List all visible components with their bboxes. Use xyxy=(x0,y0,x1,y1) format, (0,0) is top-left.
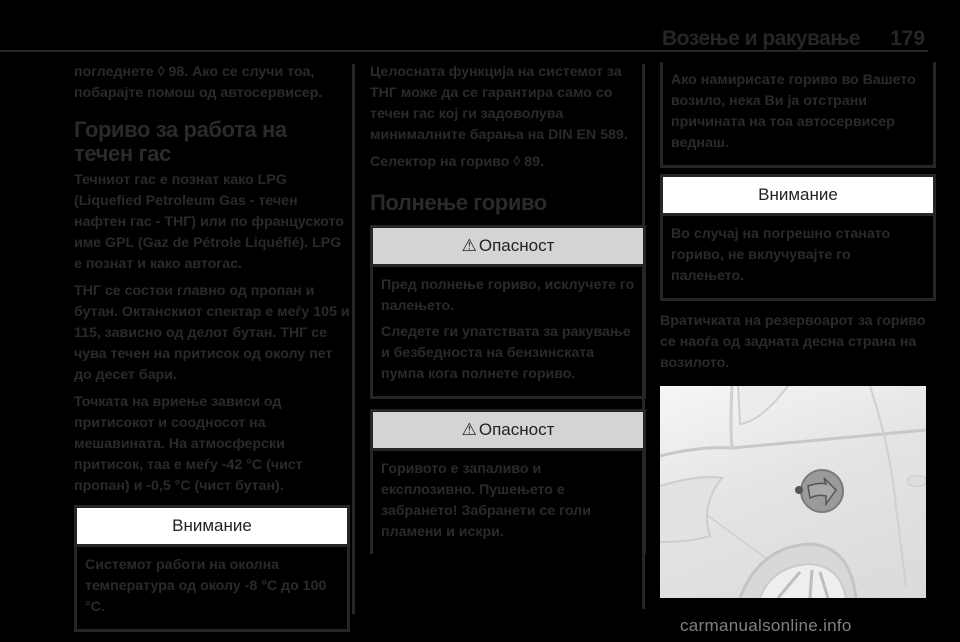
column-divider xyxy=(352,64,355,614)
notice-box-title: Внимание xyxy=(77,508,347,547)
header-rule xyxy=(0,50,928,52)
notice-box xyxy=(660,174,936,301)
danger-box xyxy=(370,409,646,554)
fuel-flap-location-paragraph: Вратичката на резервоарот за гориво се наоѓа од задната десна страна на возилото. xyxy=(660,313,926,371)
warning-triangle-icon: ⚠ xyxy=(461,236,477,255)
warning-triangle-icon: ⚠ xyxy=(461,420,477,439)
notice-box-title: Внимание xyxy=(663,177,933,216)
paragraph: Течниот гас е познат како LPG (Liquefied Petroleum Gas - течен нафтен гас - ТНГ) или по француското име GPL (Gaz de Pétrole Liquéfié). LPG е познат и како автогас. xyxy=(74,172,344,272)
watermark: carmanualsonline.info xyxy=(680,616,852,635)
column-3 xyxy=(660,62,936,598)
danger-box-title: Опасност xyxy=(478,420,555,439)
paragraph: ТНГ се состои главно од пропан и бутан. Октанскиот спектар е меѓу 105 и 115, зависно од делот бутан. ТНГ се чува течен на притисок од околу пет до десет бари. xyxy=(74,283,350,383)
continued-danger-box xyxy=(660,62,936,168)
running-header-title: Возење и ракување xyxy=(662,27,861,50)
paragraph: Точката на вриење зависи од притисокот и соодносот на мешавината. На атмосферски притисок, таа е меѓу -42 °C (чист пропан) и -0,5 °C (чист бутан). xyxy=(74,394,303,494)
danger-text: Горивото е запаливо и експлозивно. Пушењето е забрането! Забранети се голи пламени и искри. xyxy=(381,461,591,540)
danger-box-header xyxy=(373,412,643,451)
danger-box-title: Опасност xyxy=(478,236,555,255)
notice-box xyxy=(74,505,350,632)
page-number: 179 xyxy=(890,27,926,50)
continued-box-text: Ако намирисате гориво во Вашето возило, нека Ви ја отстрани причината на тоа автосервисер веднаш. xyxy=(671,72,916,151)
car-rear-side-drawing xyxy=(660,386,926,598)
section-heading-lpg-fuel: Гориво за работа на течен гас xyxy=(74,117,287,166)
paragraph: Целосната функција на системот за ТНГ може да се гарантира само со течен гас кој ги задоволува минималните барања на DIN EN 589. xyxy=(370,64,628,143)
danger-text: Следете ги упатствата за ракување и безбедноста на бензинската пумпа кога полнете гориво. xyxy=(381,324,631,382)
notice-box-text: Системот работи на околна температура од околу -8 °C до 100 °C. xyxy=(85,557,327,615)
danger-text: Пред полнење гориво, исклучете го палењето. xyxy=(381,277,635,314)
column-2 xyxy=(370,62,646,554)
intro-paragraph: погледнете ◊ 98. Ако се случи тоа, побарајте помош од автосервисер. xyxy=(74,64,323,101)
fuel-filler-flap-illustration xyxy=(660,386,926,598)
danger-box-header xyxy=(373,228,643,267)
section-heading-refuelling: Полнење гориво xyxy=(370,190,547,215)
paragraph: Селектор на гориво ◊ 89. xyxy=(370,154,544,170)
notice-box-text: Во случај на погрешно станато гориво, не вклучувајте го палењето. xyxy=(671,226,891,284)
danger-box xyxy=(370,225,646,399)
column-1 xyxy=(74,62,350,632)
